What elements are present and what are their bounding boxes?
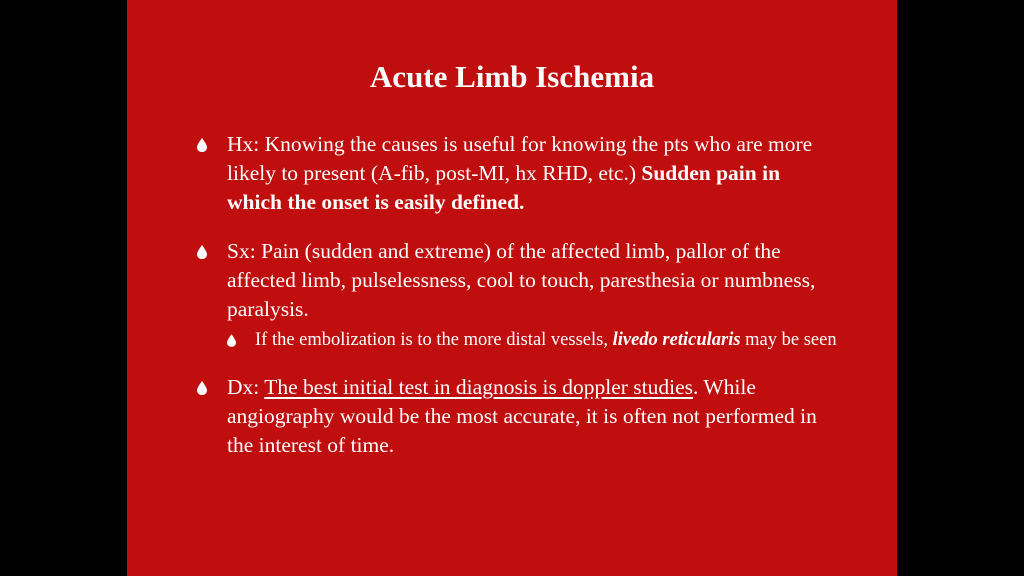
sub-bullet-emphasis: livedo reticularis xyxy=(612,330,741,350)
bullet-prefix: Dx: xyxy=(227,375,265,399)
bullet-prefix: Sx: xyxy=(227,239,262,263)
droplet-icon xyxy=(227,334,236,347)
bullet-prefix: Hx: xyxy=(227,132,265,156)
sub-bullet-list xyxy=(227,328,837,353)
bullet-text: . While angiography would be the most accurate, it is often not performed in the interest of time. xyxy=(227,375,817,457)
droplet-icon xyxy=(197,381,207,395)
slide-title: Acute Limb Ischemia xyxy=(369,59,655,94)
bullet-text: Knowing the causes is useful for knowing the pts who are more likely to present (A-fib, post-MI, hx RHD, etc.) xyxy=(227,132,813,185)
bullet-bold-text: Sudden pain in which the onset is easily defined. xyxy=(227,161,781,214)
droplet-icon xyxy=(197,138,207,152)
sub-bullet-livedo xyxy=(227,328,837,353)
sub-bullet-after-text: may be seen xyxy=(740,330,837,350)
bullet-diagnosis xyxy=(197,373,837,460)
sub-bullet-text: If the embolization is to the more distal vessels, xyxy=(255,330,613,350)
bullet-symptoms xyxy=(197,237,837,353)
bullet-underlined-text: The best initial test in diagnosis is doppler studies xyxy=(264,375,694,399)
bullet-list xyxy=(197,130,837,480)
bullet-history xyxy=(197,130,837,217)
droplet-icon xyxy=(197,245,207,259)
bullet-text: Pain (sudden and extreme) of the affected limb, pallor of the affected limb, pulselessness, cool to touch, paresthesia or numbness, paralysis. xyxy=(227,239,816,321)
slide xyxy=(127,0,897,576)
